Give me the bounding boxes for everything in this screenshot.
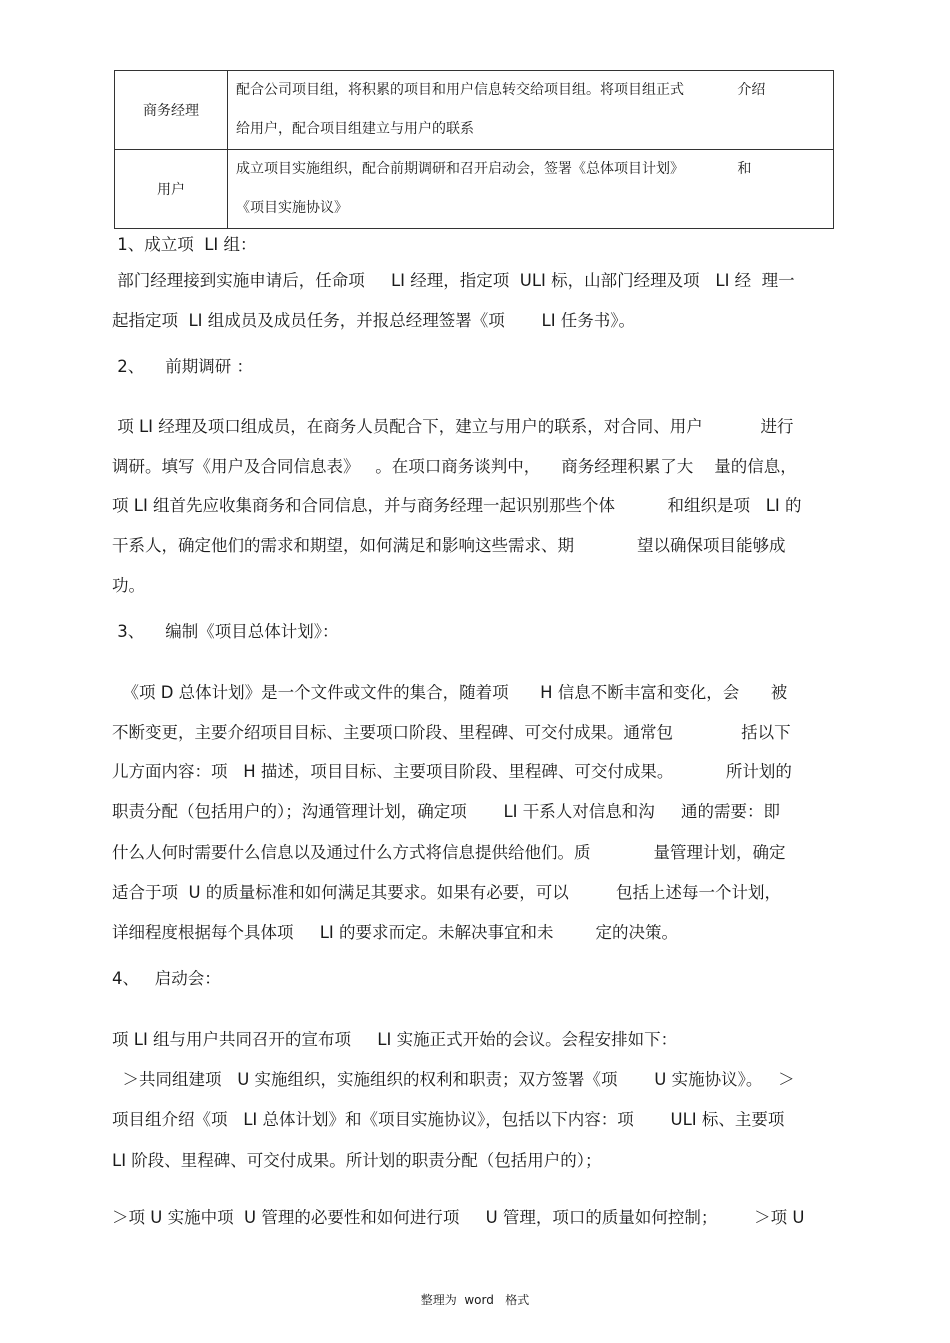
table-cell-description: [228, 71, 834, 150]
paragraph-line: 适合于项 U 的质量标准和如何满足其要求。如果有必要，可以 包括上述每一个计划，: [112, 883, 782, 902]
paragraph-line: 干系人，确定他们的需求和期望，如何满足和影响这些需求、期 望以确保项目能够成: [112, 536, 786, 555]
paragraph-line: 起指定项 LI 组成员及成员任务，并报总经理签署《项 LI 任务书》。: [112, 311, 636, 330]
paragraph-line: 《项 D 总体计划》是一个文件或文件的集合，随着项 H 信息不断丰富和变化，会 被: [112, 683, 788, 702]
section-heading: 1、成立项 LI 组：: [112, 235, 257, 254]
paragraph-line: 什么人何时需要什么信息以及通过什么方式将信息提供给他们。质 量管理计划，确定: [112, 843, 786, 862]
paragraph-line: 部门经理接到实施申请后，任命项 LI 经理，指定项 ULI 标，山部门经理及项 LI 经 理一: [112, 271, 795, 290]
paragraph-line: 项 LI 经理及项口组成员，在商务人员配合下，建立与用户的联系，对合同、用户 进行: [112, 417, 794, 436]
paragraph-line: 不断变更，主要介绍项目目标、主要项口阶段、里程碑、可交付成果。通常包 括以下: [112, 723, 791, 742]
paragraph-line: 项目组介绍《项 LI 总体计划》和《项目实施协议》，包括以下内容：项 ULI 标、主要项: [112, 1110, 785, 1129]
paragraph-line: LI 阶段、里程碑、可交付成果。所计划的职责分配（包括用户的）；: [112, 1151, 602, 1170]
paragraph-line: 项 LI 组首先应收集商务和合同信息，并与商务经理一起识别那些个体 和组织是项 LI 的: [112, 496, 802, 515]
table-cell-role: 用户: [115, 150, 228, 229]
section-heading: 3、 编制《项目总体计划》：: [112, 622, 339, 641]
cell-line: 配合公司项目组，将积累的项目和用户信息转交给项目组。将项目组正式 介绍: [236, 82, 766, 98]
paragraph-line: 项 LI 组与用户共同召开的宣布项 LI 实施正式开始的会议。会程安排如下：: [112, 1030, 678, 1049]
table-cell-description: [228, 150, 834, 229]
table-row: [115, 150, 834, 229]
paragraph-line: 儿方面内容：项 H 描述，项目目标、主要项目阶段、里程碑、可交付成果。 所计划的: [112, 762, 792, 781]
table-cell-role: 商务经理: [115, 71, 228, 150]
paragraph-line: ＞共同组建项 U 实施组织，实施组织的权利和职责；双方签署《项 U 实施协议》。 ＞: [112, 1070, 795, 1089]
paragraph-line: 职责分配（包括用户的）；沟通管理计划，确定项 LI 干系人对信息和沟 通的需要：即: [112, 802, 780, 821]
cell-line: 给用户，配合项目组建立与用户的联系: [236, 121, 474, 137]
responsibility-table: [114, 70, 834, 229]
page-footer: 整理为 word 格式: [420, 1293, 530, 1307]
section-heading: 2、 前期调研 ：: [112, 357, 253, 376]
paragraph-line: 功。: [112, 576, 145, 595]
cell-line: 《项目实施协议》: [236, 200, 348, 216]
paragraph-line: ＞项 U 实施中项 U 管理的必要性和如何进行项 U 管理，项口的质量如何控制； ＞项 U: [112, 1208, 805, 1227]
table-row: [115, 71, 834, 150]
paragraph-line: 详细程度根据每个具体项 LI 的要求而定。未解决事宜和未 定的决策。: [112, 923, 678, 942]
paragraph-line: 调研。填写《用户及合同信息表》 。在项口商务谈判中， 商务经理积累了大 量的信息，: [112, 457, 797, 476]
section-heading: 4、 启动会：: [112, 969, 221, 988]
cell-line: 成立项目实施组织，配合前期调研和召开启动会，签署《总体项目计划》 和: [236, 161, 752, 177]
